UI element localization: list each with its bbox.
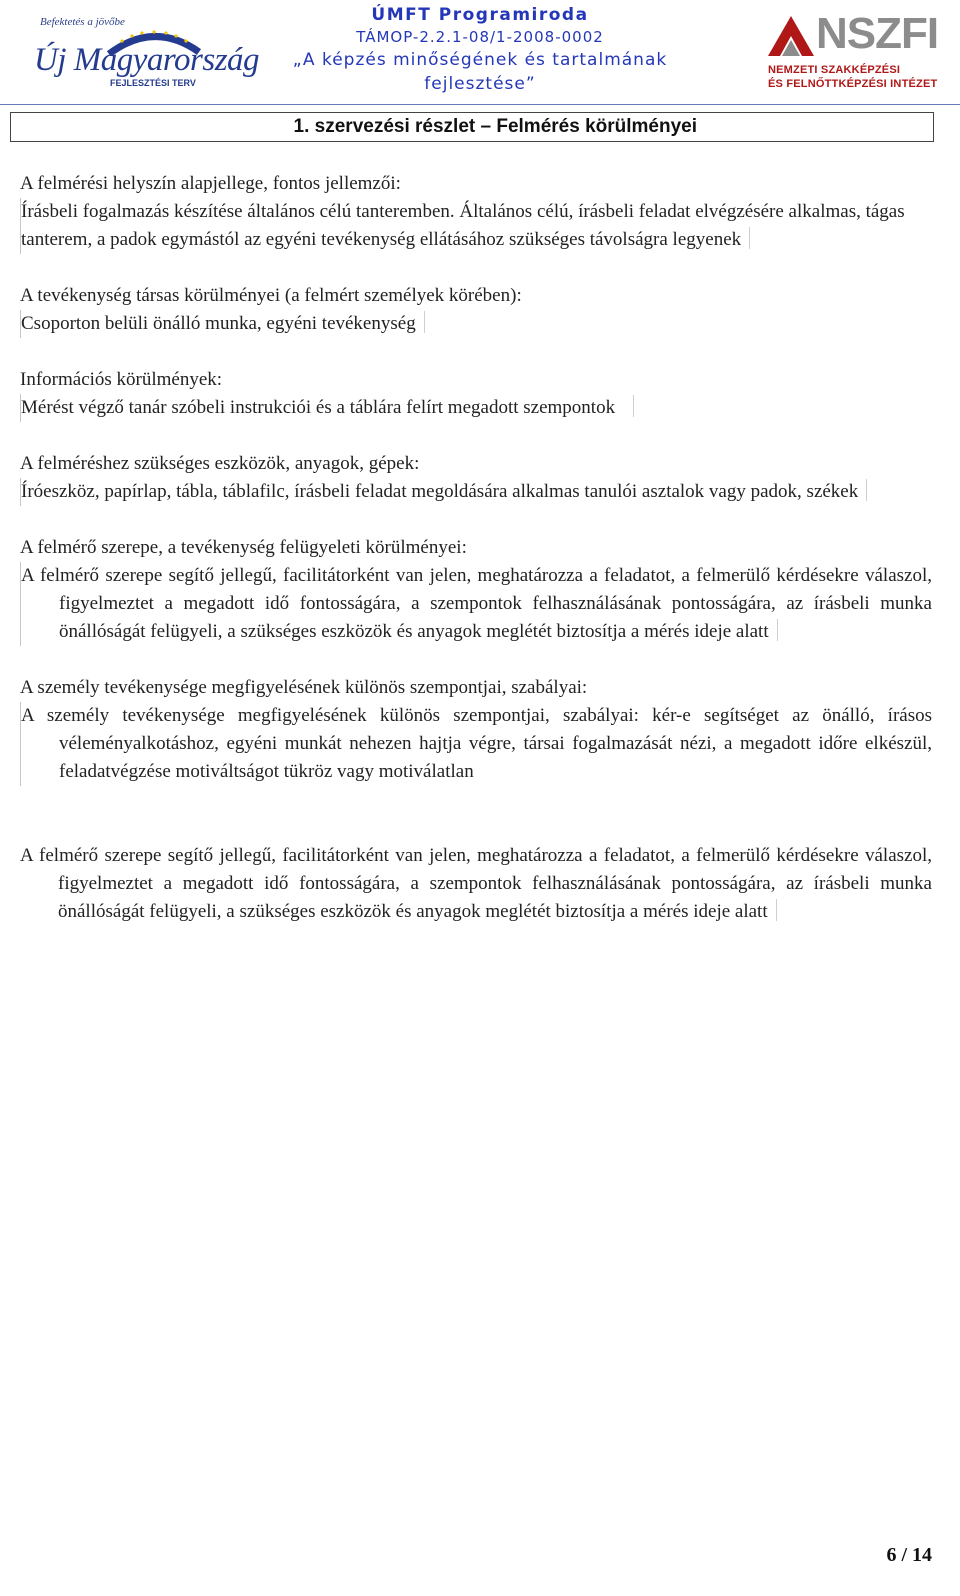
nszfi-logo [768, 10, 938, 90]
s7-value [20, 842, 932, 926]
nszfi-sub2: ÉS FELNŐTTKÉPZÉSI INTÉZET [768, 78, 938, 90]
s5-value [20, 562, 932, 646]
section-title: 1. szervezési részlet – Felmérés körülményei [293, 116, 697, 137]
s5-end-mark [777, 619, 778, 641]
s2-label: A tevékenység társas körülményei (a felmért személyek körében): [20, 285, 522, 306]
nszfi-name: NSZFI [816, 9, 939, 58]
s4-value [20, 478, 932, 506]
nszfi-sub1: NEMZETI SZAKKÉPZÉSI [768, 64, 901, 76]
page-number: 6 / 14 [886, 1544, 932, 1566]
s3-value [20, 394, 932, 422]
s7-value-text: A felmérő szerepe segítő jellegű, facilitátorként van jelen, meghatározza a feladatot, a felmerülő kérdésekre válaszol, figyelmeztet a megadott idő fontosságára, a szempontok felhasználásának pontosságára, az írásbeli munka önállóságát felügyeli, a szükséges eszközök és anyagok meglétét biztosítja a mérés ideje alatt [20, 845, 932, 922]
s4-end-mark [866, 479, 867, 501]
s2-value-text: Csoporton belüli önálló munka, egyéni tevékenység [21, 313, 416, 334]
s3-end-mark [633, 395, 634, 417]
s1-value [20, 198, 932, 254]
nszfi-emblem-icon [768, 16, 814, 56]
s5-value-text: A felmérő szerepe segítő jellegű, facilitátorként van jelen, meghatározza a feladatot, a felmerülő kérdésekre válaszol, figyelmeztet a megadott idő fontosságára, a szempontok felhasználásának pontosságára, az írásbeli munka önállóságát felügyeli, a szükséges eszközök és anyagok meglétét biztosítja a mérés ideje alatt [21, 565, 932, 642]
s4-label: A felméréshez szükséges eszközök, anyagok, gépek: [20, 453, 420, 474]
s4-value-text: Íróeszköz, papírlap, tábla, táblafilc, írásbeli feladat megoldására alkalmas tanulói asztalok vagy padok, székek [21, 481, 859, 502]
s3-label: Információs körülmények: [20, 369, 223, 390]
s2-end-mark [424, 311, 425, 333]
program-office: ÚMFT Programiroda [371, 5, 589, 25]
header-program-info [290, 4, 670, 96]
s6-label: A személy tevékenysége megfigyelésének különös szempontjai, szabályai: [20, 677, 588, 698]
logo-tagline: Befektetés a jövőbe [40, 16, 125, 28]
s6-value: A személy tevékenysége megfigyelésének különös szempontjai, szabályai: kér-e segítséget az önálló, írásos véleményalkotáshoz, egyéni munkát nehezen hajtja végre, társai fogalmazását nézi, a megadott időre elkészül, feladatvégzése motiváltságot tükröz vagy motiválatlan [20, 702, 932, 786]
document-body [20, 170, 932, 926]
uj-magyarorszag-logo [34, 8, 260, 90]
s5-label: A felmérő szerepe, a tevékenység felügyeleti körülményei: [20, 537, 467, 558]
logo-name: Új Magyarország [34, 42, 260, 78]
project-title-line1: „A képzés minőségének és tartalmának [292, 50, 668, 70]
header-divider [0, 104, 960, 105]
s1-value-text: Írásbeli fogalmazás készítése általános célú tanteremben. Általános célú, írásbeli feladat elvégzésére alkalmas, tágas tanterem, a padok egymástól az egyéni tevékenység ellátásához szükséges távolságra legyenek [21, 201, 905, 250]
s7-end-mark [776, 899, 777, 921]
logo-subtitle: FEJLESZTÉSI TERV [110, 78, 196, 88]
section-title-box [10, 112, 934, 142]
project-code: TÁMOP-2.2.1-08/1-2008-0002 [356, 28, 604, 46]
s1-label: A felmérési helyszín alapjellege, fontos jellemzői: [20, 173, 401, 194]
s3-value-text: Mérést végző tanár szóbeli instrukciói és a táblára felírt megadott szempontok [21, 397, 616, 418]
page-header [0, 0, 960, 108]
project-title-line2: fejlesztése” [424, 74, 536, 94]
s2-value [20, 310, 932, 338]
s1-end-mark [749, 227, 750, 249]
